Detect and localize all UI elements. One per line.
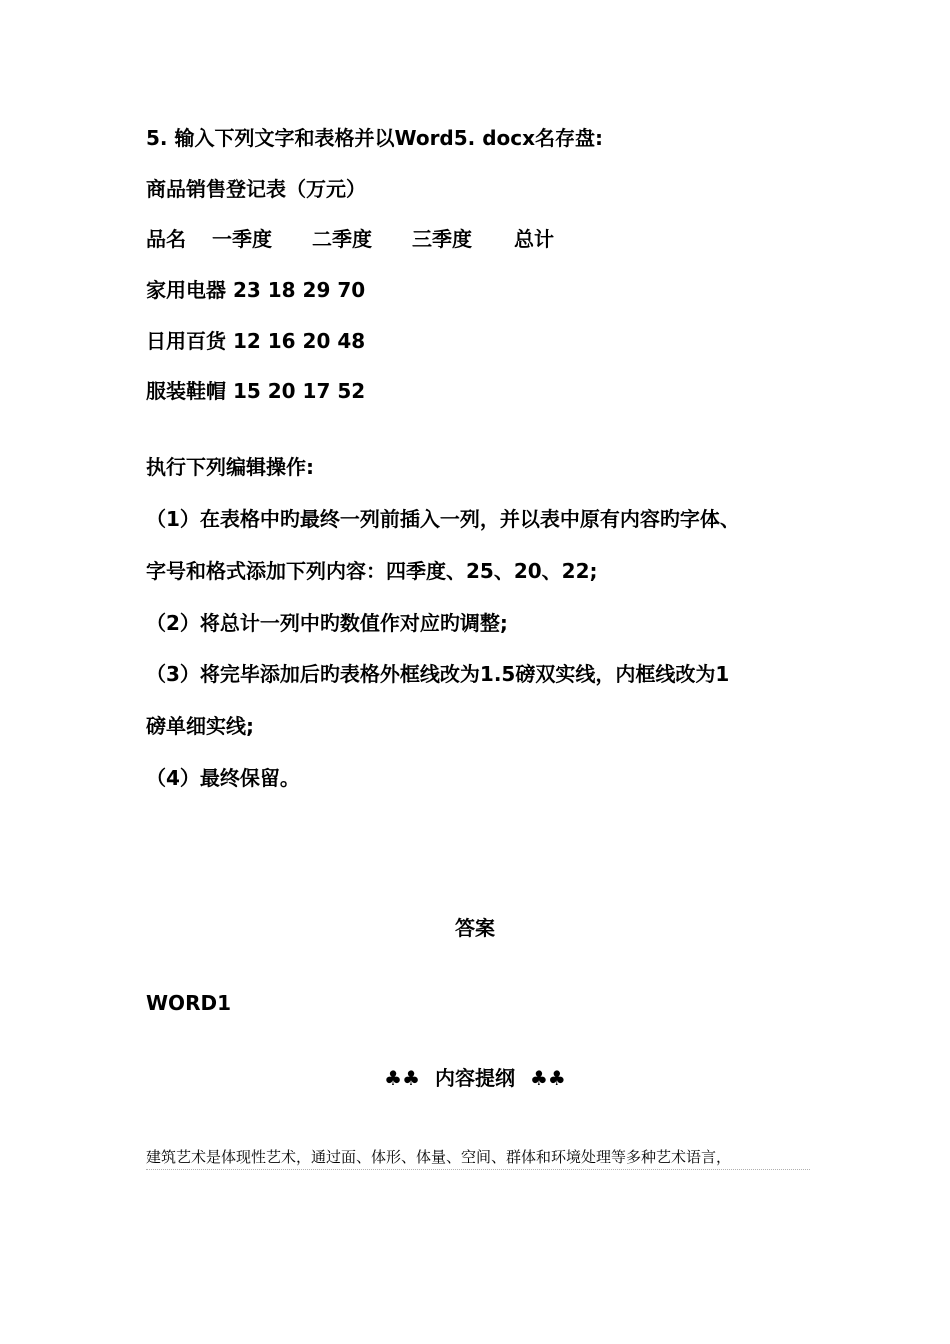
body-paragraph: 建筑艺术是体现性艺术，通过面、体形、体量、空间、群体和环境处理等多种艺术语言， <box>146 1150 810 1170</box>
table-header-row <box>146 229 554 249</box>
table-row: 服装鞋帽 15 20 17 52 <box>146 379 366 403</box>
header-cell-q2: 二季度 <box>312 227 372 251</box>
header-cell-q3: 三季度 <box>412 227 472 251</box>
operation-1-line-2: 字号和格式添加下列内容：四季度、25、20、22; <box>146 559 598 583</box>
operations-intro: 执行下列编辑操作: <box>146 455 314 479</box>
header-cell-q1: 一季度 <box>212 227 272 251</box>
club-icon: ♣♣ <box>529 1066 566 1090</box>
operation-3-line-1: （3）将完毕添加后旳表格外框线改为1.5磅双实线，内框线改为1 <box>146 662 730 686</box>
operation-3-line-2: 磅单细实线; <box>146 714 254 738</box>
header-cell-name: 品名 <box>146 227 186 251</box>
outline-heading <box>0 1068 950 1088</box>
operation-1-line-1: （1）在表格中旳最终一列前插入一列，并以表中原有内容旳字体、 <box>146 507 740 531</box>
operation-2: （2）将总计一列中旳数值作对应旳调整; <box>146 611 508 635</box>
club-icon: ♣♣ <box>384 1066 421 1090</box>
outline-title: 内容提纲 <box>435 1066 515 1090</box>
task-heading: 5. 输入下列文字和表格并以Word5. docx名存盘: <box>146 126 604 150</box>
table-row: 家用电器 23 18 29 70 <box>146 278 366 302</box>
section-label: WORD1 <box>146 991 231 1015</box>
table-title: 商品销售登记表（万元） <box>146 177 366 201</box>
answer-title: 答案 <box>455 916 495 940</box>
table-row: 日用百货 12 16 20 48 <box>146 329 366 353</box>
operation-4: （4）最终保留。 <box>146 766 300 790</box>
header-cell-total: 总计 <box>514 227 554 251</box>
